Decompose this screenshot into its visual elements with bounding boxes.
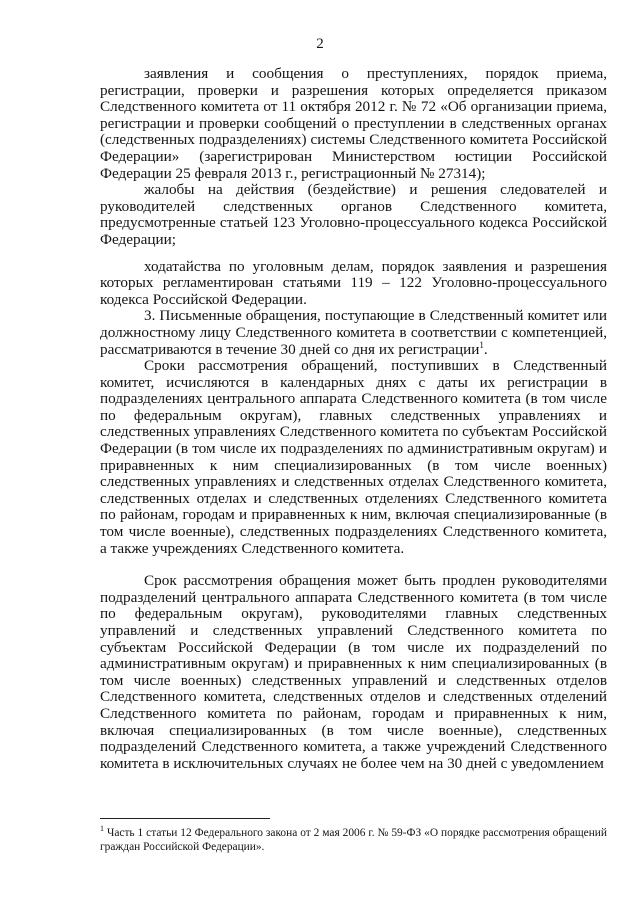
paragraph-complaints: жалобы на действия (бездействие) и решения следователей и руководителей следственных органов Следственного комитета, предусмотренные статьей 123 Уголовно-процессуального кодекса Российской Федерации; — [100, 181, 607, 248]
footnote-reference: 1 — [479, 339, 484, 350]
paragraph-item-3-text: 3. Письменные обращения, поступающие в Следственный комитет или должностному лицу Следственного комитета в соответствии с компетенцией, рассматриваются в течение 30 дней со дня их регистрации — [100, 307, 607, 358]
body-text — [100, 66, 607, 772]
paragraph-motions: ходатайства по уголовным делам, порядок заявления и разрешения которых регламентирован статьями 119 – 122 Уголовно-процессуального кодекса Российской Федерации. — [100, 257, 607, 308]
footnote-marker: 1 — [100, 824, 104, 834]
footnote-separator — [100, 818, 270, 819]
paragraph-terms-calculation: Сроки рассмотрения обращений, поступивших в Следственный комитет, исчисляются в календарных днях с даты их регистрации в подразделениях центрального аппарата Следственного комитета (в том числе по федеральным округам), главных следственных управлениях и следственных управлениях Следственного комитета по субъектам Российской Федерации (в том числе их подразделениях по административным округам) и приравненных к ним специализированных (в том числе военных) следственных управлениях и следственных отделах Следственного комитета, следственных отделах и следственных отделениях Следственного комитета по районам, городам и приравненных к ним, включая специализированные (в том числе военные), следственных подразделениях Следственного комитета, а также учреждениях Следственного комитета. — [100, 357, 607, 557]
paragraph-item-3: 3. Письменные обращения, поступающие в Следственный комитет или должностному лицу Следственного комитета в соответствии с компетенцией, рассматриваются в течение 30 дней со дня их регистрации$^1$. — [100, 307, 607, 358]
paragraph-statements: заявления и сообщения о преступлениях, порядок приема, регистрации, проверки и разрешения которых определяется приказом Следственного комитета от 11 октября 2012 г. № 72 «Об организации приема, регистрации и проверки сообщений о преступлении в следственных органах (следственных подразделениях) системы Следственного комитета Российской Федерации» (зарегистрирован Министерством юстиции Российской Федерации 25 февраля 2013 г., регистрационный № 27314); — [100, 65, 607, 182]
page-number: 2 — [316, 36, 324, 52]
paragraph-term-extension: Срок рассмотрения обращения может быть продлен руководителями подразделений центрального аппарата Следственного комитета (в том числе по федеральным округам), руководителями главных следственных управлений и следственных управлений Следственного комитета по субъектам Российской Федерации (в том числе их подразделений по административным округам) и приравненных к ним специализированных (в том числе военных) следственных управлений и следственных отделов Следственного комитета, следственных отделов и следственных отделений Следственного комитета по районам, городам и приравненных к ним, включая специализированных (в том числе военные), следственных подразделений Следственного комитета, а также учреждений Следственного комитета в исключительных случаях не более чем на 30 дней с уведомлением — [100, 572, 607, 772]
footnote-text: Часть 1 статьи 12 Федерального закона от 2 мая 2006 г. № 59-ФЗ «О порядке рассмотрения обращений граждан Российской Федерации». — [100, 827, 607, 853]
footnote — [100, 826, 607, 854]
